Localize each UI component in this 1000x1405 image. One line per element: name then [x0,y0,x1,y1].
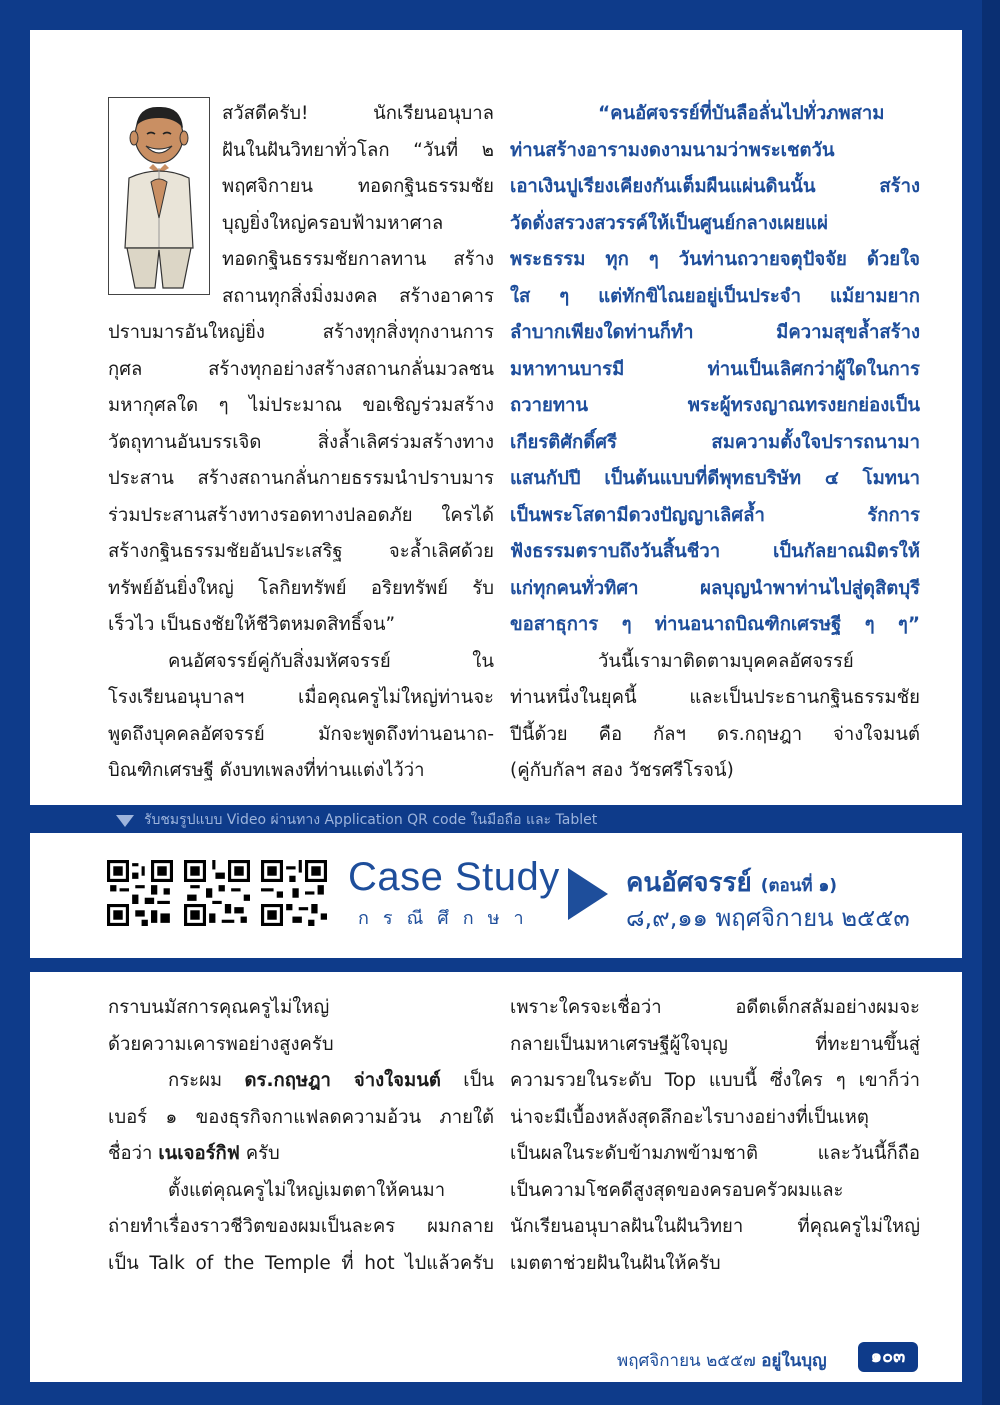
text-line: เพราะใครจะเชื่อว่า อดีตเด็กสลัมอย่างผมจะ [510,997,920,1018]
text-line: บิณฑิกเศรษฐี ดังบทเพลงที่ท่านแต่งไว้ว่า [108,760,425,781]
text-line: ถวายทาน พระผู้ทรงญาณทรงยกย่องเป็น [510,395,920,416]
text-line: กุศล สร้างทุกอย่างสร้างสถานกลั่นมวลชน [108,358,494,380]
footer-month-year: พฤศจิกายน ๒๕๕๗ [617,1351,756,1371]
text-line: วัตถุทานอันบรรเจิด สิ่งล้ำเลิศร่วมสร้างทาง [108,431,494,453]
text-line: เป็นความโชคดีสูงสุดของครอบครัวผมและ [510,1179,844,1201]
text-line: ใส ๆ แต่ทักขิไณยอยู่เป็นประจำ แม้ยามยาก [510,285,920,307]
text-line [108,1136,494,1173]
text-line: สถานทุกสิ่งมิ่งมงคล สร้างอาคาร [222,285,494,307]
text-line: กลายเป็นมหาเศรษฐีผู้ใจบุญ ที่ทะยานขึ้นสู่ [510,1033,920,1055]
footer-issue [617,1347,827,1374]
text-line: เป็นผลในระดับข้ามภพข้ามชาติ และวันนี้ก็ถือ [510,1143,920,1164]
text-line: มหาทานบารมี ท่านเป็นเลิศกว่าผู้ใดในการ [510,358,920,380]
text-line: พระธรรม ทุก ๆ วันท่านถวายจตุปัจจัย ด้วยใจ [510,249,920,270]
text-line: แก่ทุกคนทั่วทิศา ผลบุญนำพาท่านไปสู่ดุสิตบุรี [510,577,920,599]
text-line [108,1063,494,1100]
episode-title-text: คนอัศจรรย์ [626,868,752,898]
person-name: ดร.กฤษฎา จ่างใจมนต์ [244,1070,441,1091]
bottom-left-column [108,990,494,1282]
case-study-title: Case Study [348,855,560,899]
text-line: ฟังธรรมตราบถึงวันสิ้นชีวา เป็นกัลยาณมิตรให้ [510,541,920,562]
episode-dates: ๘,๙,๑๑ พฤศจิกายน ๒๕๕๓ [626,904,910,932]
qr-code-icon[interactable] [261,860,327,926]
qr-code-icon[interactable] [184,860,250,926]
text-line: ปีนี้ด้วย คือ กัลฯ ดร.กฤษฎา จ่างใจมนต์ [510,723,920,745]
text-line: กราบนมัสการคุณครูไม่ใหญ่ [108,997,330,1018]
text-line: วัดดั่งสรวงสวรรค์ให้เป็นศูนย์กลางเผยแผ่ [510,212,828,234]
text-line: เอาเงินปูเรียงเคียงกันเต็มผืนแผ่นดินนั้น สร้าง [510,176,920,197]
text-line: สวัสดีครับ! นักเรียนอนุบาล [222,103,494,124]
text-line: ทอดกฐินธรรมชัยกาลทาน สร้าง [222,249,494,270]
text-line: ตั้งแต่คุณครูไม่ใหญ่เมตตาให้คนมา [168,1179,446,1201]
video-caption-bar [30,807,962,833]
text-segment: เป็น [440,1070,494,1091]
intro-paragraph-narrow [222,96,494,315]
text-line: ร่วมประสานสร้างทางรอดทางปลอดภัย ใครได้ [108,504,494,526]
text-line: พฤศจิกายน ทอดกฐินธรรมชัย [222,176,494,197]
text-line: นักเรียนอนุบาลฝันในฝันวิทยา ที่คุณครูไม่ใหญ่ [510,1216,920,1237]
bottom-right-column [510,990,920,1282]
text-line: เบอร์ ๑ ของธุรกิจกาแฟลดความอ้วน ภายใต้ [108,1106,494,1128]
text-line: ถ่ายทำเรื่องราวชีวิตของผมเป็นละคร ผมกลาย [108,1216,494,1237]
text-segment: ชื่อว่า [108,1143,159,1164]
text-line: เมตตาช่วยฝันในฝันให้ครับ [510,1252,721,1274]
magazine-name: อยู่ในบุญ [761,1351,827,1371]
text-line: ท่านหนึ่งในยุคนี้ และเป็นประธานกฐินธรรมชัย [510,687,920,708]
case-study-subtitle: กรณีศึกษา [358,908,538,929]
intro-to-person-paragraph [510,644,920,790]
text-line: มหากุศลใด ๆ ไม่ประมาณ ขอเชิญร่วมสร้าง [108,395,494,416]
play-arrow-icon[interactable] [568,868,608,920]
second-paragraph [108,644,494,790]
text-line: สร้างกฐินธรรมชัยอันประเสริฐ จะล้ำเลิศด้วย [108,541,494,562]
text-line: เกียรติศักดิ์ศรี สมความตั้งใจปรารถนามา [510,431,920,453]
text-line: (คู่กับกัลฯ สอง วัชรศรีโรจน์) [510,760,734,781]
text-line: ปราบมารอันใหญ่ยิ่ง สร้างทุกสิ่งทุกงานการ [108,322,494,343]
triangle-down-icon [116,815,134,827]
text-line: โรงเรียนอนุบาลฯ เมื่อคุณครูไม่ใหญ่ท่านจะ [108,687,494,708]
text-line: ลำบากเพียงใดท่านก็ทำ มีความสุขล้ำสร้าง [510,322,920,343]
text-line: เป็นพระโสดามีดวงปัญญาเลิศล้ำ รักการ [510,504,920,526]
text-line: ความรวยในระดับ Top แบบนี้ ซึ่งใคร ๆ เขาก็ว่า [510,1070,920,1091]
text-line: ฝันในฝันวิทยาทั่วโลก “วันที่ ๒ [222,139,494,161]
text-line: ทรัพย์อันยิ่งใหญ่ โลกิยทรัพย์ อริยทรัพย์ รับ [108,577,494,599]
text-segment: กระผม [168,1070,245,1091]
page-number: ๑๐๓ [858,1342,918,1372]
top-left-column [108,96,494,790]
text-line: เร็วไว เป็นธงชัยให้ชีวิตหมดสิทธิ์จน” [108,614,396,635]
text-line: ท่านสร้างอารามงดงามนามว่าพระเชตวัน [510,139,835,161]
text-line: ขอสาธุการ ๆ ท่านอนาถบิณฑิกเศรษฐี ๆ ๆ” [510,614,920,635]
text-line: “คนอัศจรรย์ที่บันลือลั่นไปทั่วภพสาม [598,103,885,124]
intro-paragraph-wide [108,315,494,644]
text-line: ด้วยความเคารพอย่างสูงครับ [108,1033,334,1055]
text-line: คนอัศจรรย์คู่กับสิ่งมหัศจรรย์ ใน [168,650,494,672]
text-line: เป็น Talk of the Temple ที่ hot ไปแล้วครับ [108,1252,494,1274]
text-line: บุญยิ่งใหญ่ครอบฟ้ามหาศาล [222,212,444,234]
text-line: วันนี้เรามาติดตามบุคคลอัศจรรย์ [598,650,854,672]
episode-title [626,862,837,903]
song-quote [510,96,920,644]
episode-part: (ตอนที่ ๑) [760,876,838,896]
brand-name: เนเจอร์กิฟ [158,1143,240,1164]
text-line: น่าจะมีเบื้องหลังสุดลึกอะไรบางอย่างที่เป็นเหตุ [510,1106,869,1128]
qr-code-icon[interactable] [107,860,173,926]
video-caption-text: รับชมรูปแบบ Video ผ่านทาง Application QR code ในมือถือ และ Tablet [144,812,598,828]
top-right-column [510,96,920,790]
text-line: พูดถึงบุคคลอัศจรรย์ มักจะพูดถึงท่านอนาถ- [108,723,494,745]
text-line: แสนกัปปี เป็นต้นแบบที่ดีพุทธบริษัท ๔ โมทนา [510,468,920,489]
page-edge-strip [982,0,1000,1405]
text-segment: ครับ [239,1143,280,1164]
text-line: ประสาน สร้างสถานกลั่นกายธรรมนำปราบมาร [108,468,494,489]
